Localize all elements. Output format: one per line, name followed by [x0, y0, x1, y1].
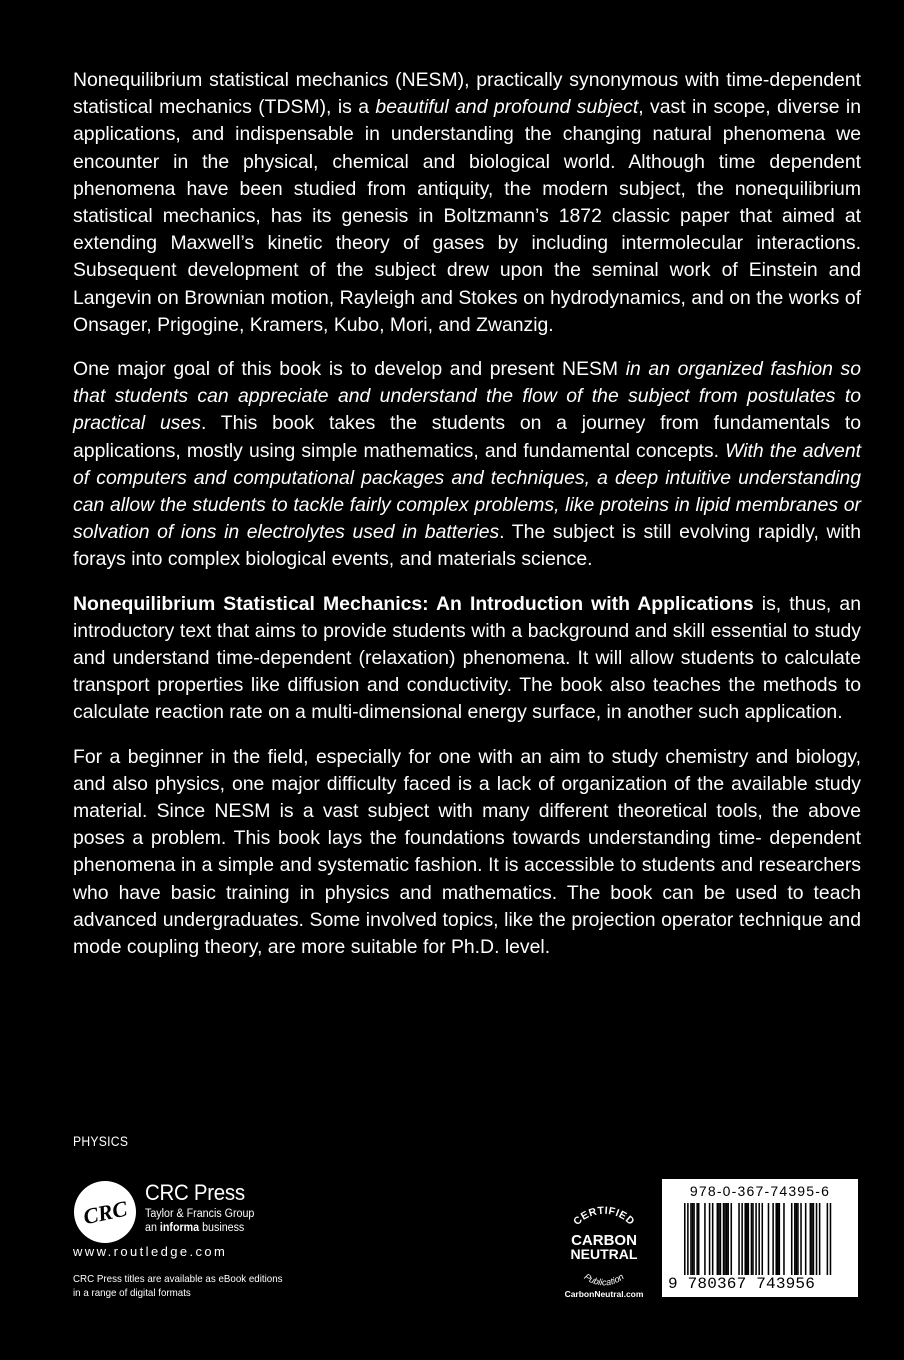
barcode-bar	[791, 1203, 793, 1275]
barcode-bar	[800, 1203, 802, 1275]
barcode-bar	[755, 1203, 757, 1283]
blurb-paragraph-1	[73, 67, 861, 339]
barcode-bar	[758, 1203, 760, 1283]
barcode-bar	[819, 1203, 821, 1275]
carbon-neutral-seal-icon	[552, 1196, 656, 1300]
barcode-bar	[805, 1203, 807, 1275]
barcode-bar	[712, 1203, 714, 1275]
text-run: Nonequilibrium statistical mechanics (NESM), practically synonymous with time-dependent statistical mechanics (TDSM), is a	[73, 69, 861, 119]
barcode-bar	[816, 1203, 818, 1275]
barcode-bar	[797, 1203, 799, 1275]
publisher-group: Taylor & Francis Group	[145, 1208, 255, 1220]
seal-certified-text: CERTIFIED	[571, 1204, 637, 1228]
italic-run: in an organized fashion so that students can appreciate and understand the flow of the subject from postulates to practical uses	[73, 358, 861, 435]
barcode-bar	[727, 1203, 729, 1275]
barcode-bar	[751, 1203, 753, 1275]
barcode-bar	[779, 1203, 781, 1275]
text-run: One major goal of this book is to develop and present NESM	[73, 358, 626, 381]
barcode-bar	[709, 1203, 711, 1275]
book-title-bold: Nonequilibrium Statistical Mechanics: An Introduction with Applications	[73, 592, 754, 615]
ebook-note-line: in a range of digital formats	[73, 1287, 191, 1299]
informa-brand: informa	[159, 1222, 200, 1234]
barcode-bar	[731, 1203, 733, 1275]
text-run: an	[145, 1222, 160, 1234]
text-run: is, thus, an introductory text that aims to provide students with a background and skill essential to study and understand time-dependent (relaxation) phenomena. It will allow students to calculate transport properties like diffusion and conductivity. The book also teaches the methods to calculate reaction rate on a multi-dimensional energy surface, in another such application.	[73, 592, 861, 724]
text-run: business	[199, 1222, 245, 1234]
barcode-bar	[684, 1203, 686, 1283]
barcode-bar	[704, 1203, 706, 1275]
barcode-bar	[698, 1203, 700, 1275]
italic-run: beautiful and profound subject	[375, 96, 639, 119]
barcode-bar	[775, 1203, 777, 1275]
publisher-website: www.routledge.com	[73, 1244, 228, 1259]
barcode-bar	[692, 1203, 694, 1275]
barcode-bar	[748, 1203, 750, 1275]
barcode-bar	[810, 1203, 812, 1275]
barcode-bar	[830, 1203, 832, 1283]
barcode-bar	[718, 1203, 720, 1275]
seal-neutral-text: NEUTRAL	[570, 1246, 638, 1262]
barcode-digits: 9 780367 743956	[668, 1275, 854, 1293]
barcode-bar	[827, 1203, 829, 1283]
barcode-bar	[796, 1203, 798, 1275]
barcode-bar	[762, 1203, 764, 1275]
barcode-bar	[746, 1203, 748, 1275]
barcode-bar	[726, 1203, 728, 1275]
barcode-bar	[813, 1203, 815, 1275]
barcode-bar	[772, 1203, 774, 1275]
barcode-bar	[687, 1203, 689, 1283]
barcode-bar	[794, 1203, 796, 1275]
barcode-bar	[693, 1203, 695, 1275]
barcode-bar	[768, 1203, 770, 1275]
subject-category: PHYSICS	[73, 1134, 129, 1149]
barcode-bar	[696, 1203, 698, 1275]
ebook-note-line: CRC Press titles are available as eBook editions	[73, 1273, 283, 1285]
barcode-bar	[724, 1203, 726, 1275]
blurb-paragraph-3	[73, 591, 861, 727]
barcode-bar	[690, 1203, 692, 1275]
blurb-paragraph-4: For a beginner in the field, especially for one with an aim to study chemistry and biology, and also physics, one major difficulty faced is a lack of organization of the available study material. Since NESM is a vast subject with many different theoretical tools, the above poses a problem. This book lays the foundations towards understanding time- dependent phenomena in a simple and systematic fashion. It is accessible to students and researchers who have basic training in physics and mathematics. The book can be used to teach advanced undergraduates. Some involved topics, like the projection operator technique and mode coupling theory, are more suitable for Ph.D. level.	[73, 745, 861, 959]
barcode-bar	[723, 1203, 725, 1275]
barcode-bar	[752, 1203, 754, 1275]
barcode-bars	[668, 1203, 854, 1283]
crc-press-logo-icon	[73, 1180, 137, 1244]
italic-run: With the advent of computers and computational packages and techniques, a deep intuitive understanding can allow the students to tackle fairly complex problems, like proteins in lipid membranes or solvation of ions in electrolytes used in batteries	[73, 439, 862, 544]
blurb-paragraph-2	[73, 356, 861, 574]
barcode-bar	[777, 1203, 779, 1275]
ebook-note	[73, 1272, 283, 1300]
barcode-bar	[744, 1203, 746, 1275]
text-run: . The subject is still evolving rapidly, with forays into complex biological events, and materials science.	[73, 521, 861, 571]
seal-publication-text: Publication	[582, 1271, 626, 1288]
text-run: , vast in scope, diverse in applications, and indispensable in understanding the changing natural phenomena we encounter in the physical, chemical and biological world. Although time dependent phenomena have been studied from antiquity, the modern subject, the nonequilibrium statistical mechanics, has its genesis in Boltzmann’s 1872 classic paper that aimed at extending Maxwell’s kinetic theory of gases by including intermolecular interactions. Subsequent development of the subject drew upon the seminal work of Einstein and Langevin on Brownian motion, Rayleigh and Stokes on hydrodynamics, and on the works of Onsager, Prigogine, Kramers, Kubo, Mori, and Zwanzig.	[73, 96, 861, 336]
barcode-bar	[720, 1203, 722, 1275]
text-run: . This book takes the students on a journey from fundamentals to applications, mostly using simple mathematics, and fundamental concepts.	[73, 412, 861, 462]
isbn-number: 978-0-367-74395-6	[689, 1183, 831, 1199]
publisher-informa-line	[145, 1221, 254, 1235]
back-cover-blurb	[73, 67, 861, 978]
crc-logo-text: CRC	[80, 1195, 130, 1230]
barcode-bar	[811, 1203, 813, 1275]
barcode-bar	[783, 1203, 785, 1275]
barcode-bar	[738, 1203, 740, 1275]
seal-site-text: CarbonNeutral.com	[564, 1289, 644, 1299]
isbn-barcode	[662, 1179, 858, 1297]
publisher-name: CRC Press	[145, 1180, 245, 1205]
barcode-bar	[741, 1203, 743, 1275]
seal-carbon-text: CARBON	[571, 1232, 637, 1249]
publisher-block	[145, 1180, 263, 1235]
barcode-bar	[717, 1203, 719, 1275]
